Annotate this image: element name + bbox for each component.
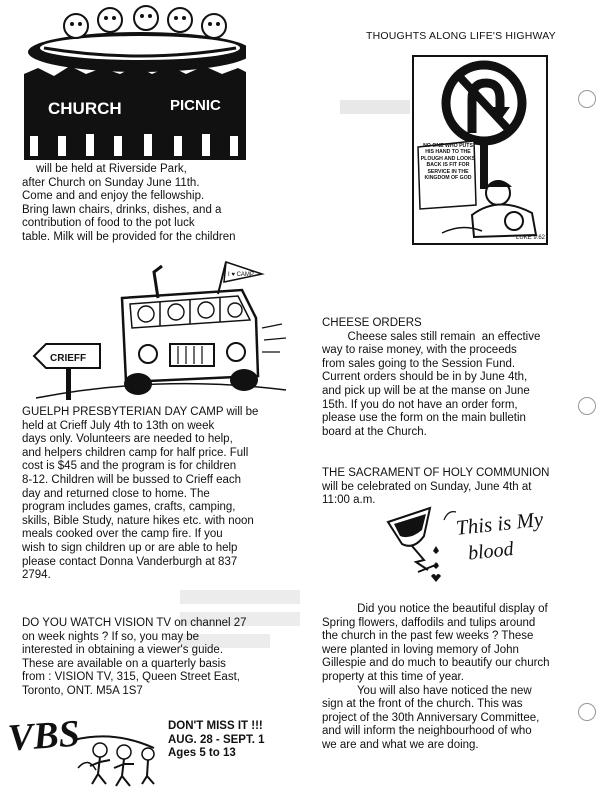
flowers-line: Spring flowers, daffodils and tulips around bbox=[322, 616, 536, 629]
drop-icon bbox=[431, 546, 441, 582]
picnic-line: will be held at Riverside Park, bbox=[36, 163, 187, 175]
camp-line: day and returned close to home. The bbox=[22, 487, 210, 500]
cheese-line: and pick up will be at the manse on June bbox=[322, 384, 530, 397]
crieff-sign-label: CRIEFF bbox=[50, 353, 87, 364]
picnic-line: table. Milk will be provided for the children bbox=[22, 230, 236, 243]
picnic-line: Bring lawn chairs, drinks, dishes, and a bbox=[22, 203, 222, 216]
hole-punch-bottom bbox=[578, 703, 596, 721]
vision-line: These are available on a quarterly basis bbox=[22, 657, 226, 670]
cheese-line: way to raise money, with the proceeds bbox=[322, 344, 517, 357]
flowers-line: project of the 30th Anniversary Committee, bbox=[322, 711, 540, 724]
banner-picnic-label: PICNIC bbox=[170, 97, 221, 114]
flowers-line: Did you notice the beautiful display of bbox=[322, 603, 548, 615]
flowers-line: we are and what we are doing. bbox=[322, 738, 479, 751]
banner-church-label: CHURCH bbox=[48, 99, 122, 118]
hole-punch-top bbox=[578, 90, 596, 108]
camp-line: 2794. bbox=[22, 569, 51, 582]
vision-line: DO YOU WATCH VISION TV on channel 27 bbox=[22, 617, 247, 629]
camp-line: wish to sign children up or are able to help bbox=[22, 541, 238, 554]
spring-flowers-section bbox=[322, 603, 550, 753]
hole-punch-middle bbox=[578, 397, 596, 415]
camp-line: program includes games, crafts, camping, bbox=[22, 501, 236, 514]
camp-line: skills, Bible Study, nature hikes etc. with noon bbox=[22, 514, 254, 527]
picnic-line: Come and and enjoy the fellowship. bbox=[22, 190, 205, 203]
church-picnic-banner bbox=[24, 4, 246, 160]
camp-line: meals cooked over the camp fire. If you bbox=[22, 528, 223, 541]
cartoon-sign-text: NO ONE WHO PUTS HIS HAND TO THE PLOUGH AND LOOKS BACK IS FIT FOR SERVICE IN THE KINGDOM OF GOD bbox=[420, 143, 476, 182]
flowers-line: were planted in loving memory of John bbox=[322, 643, 519, 656]
vbs-line: DON'T MISS IT !!! bbox=[168, 720, 263, 732]
vision-line: Toronto, ONT. M5A 1S7 bbox=[22, 684, 143, 697]
communion-heading: THE SACRAMENT OF HOLY COMMUNION bbox=[322, 467, 550, 479]
communion-cup-illustration bbox=[384, 500, 564, 590]
picnic-line: contribution of food to the pot luck bbox=[22, 217, 195, 230]
cheese-line: please use the form on the main bulletin bbox=[322, 412, 526, 425]
script-line-2: blood bbox=[466, 537, 515, 565]
flowers-line: Gillespie and do much to beautify our church bbox=[322, 657, 550, 670]
highway-title: THOUGHTS ALONG LIFE'S HIGHWAY bbox=[366, 30, 556, 42]
vbs-line: AUG. 28 - SEPT. 1 bbox=[168, 733, 265, 746]
cheese-line: Cheese sales still remain an effective bbox=[322, 330, 541, 343]
cheese-line: from sales going to the Session Fund. bbox=[322, 357, 516, 370]
vision-line: on week nights ? If so, you may be bbox=[22, 630, 200, 643]
vbs-logo-label: VBS bbox=[6, 712, 82, 760]
camp-bus-illustration bbox=[30, 258, 292, 404]
picnic-announcement bbox=[22, 163, 236, 245]
vision-line: from : VISION TV, 315, Queen Street East, bbox=[22, 671, 240, 684]
camp-line: days only. Volunteers are needed to help, bbox=[22, 433, 233, 446]
cheese-line: Current orders should be in by June 4th, bbox=[322, 371, 528, 384]
script-line-1: This is My bbox=[454, 506, 545, 540]
flowers-line: You will also have noticed the new bbox=[322, 684, 532, 697]
cartoon-reference: LUKE 9:62 bbox=[516, 235, 546, 241]
camp-line: please contact Donna Vanderburgh at 837 bbox=[22, 555, 238, 568]
vision-tv-announcement bbox=[22, 617, 247, 699]
camp-line: held at Crieff July 4th to 13th on week bbox=[22, 419, 215, 432]
communion-line: will be celebrated on Sunday, June 4th at bbox=[322, 480, 532, 493]
communion-line: 11:00 a.m. bbox=[322, 494, 376, 507]
flowers-line: and will inform the neighbourhood of who bbox=[322, 725, 532, 738]
flowers-line: sign at the front of the church. This was bbox=[322, 698, 523, 711]
cheese-line: board at the Church. bbox=[322, 425, 427, 438]
camp-line: 8-12. Children will be bussed to Crieff each bbox=[22, 473, 242, 486]
flowers-line: the church in the past few weeks ? These bbox=[322, 630, 534, 643]
vbs-announcement bbox=[168, 720, 265, 761]
flowers-line: property at this time of year. bbox=[322, 670, 464, 683]
camp-pennant-label: I ♥ CAMP bbox=[228, 272, 254, 278]
cheese-line: 15th. If you do not have an order form, bbox=[322, 398, 518, 411]
camp-line: and helpers children camp for half price. Full bbox=[22, 446, 249, 459]
vbs-line: Ages 5 to 13 bbox=[168, 747, 236, 760]
camp-line: GUELPH PRESBYTERIAN DAY CAMP will be bbox=[22, 406, 259, 418]
picnic-line: after Church on Sunday June 11th. bbox=[22, 176, 200, 189]
day-camp-announcement bbox=[22, 406, 258, 583]
vbs-logo bbox=[4, 708, 164, 792]
cheese-orders-section bbox=[322, 317, 540, 439]
cheese-heading: CHEESE ORDERS bbox=[322, 317, 422, 329]
vision-line: interested in obtaining a viewer's guide. bbox=[22, 644, 224, 657]
no-u-turn-cartoon bbox=[412, 55, 548, 245]
camp-line: cost is $45 and the program is for children bbox=[22, 460, 237, 473]
